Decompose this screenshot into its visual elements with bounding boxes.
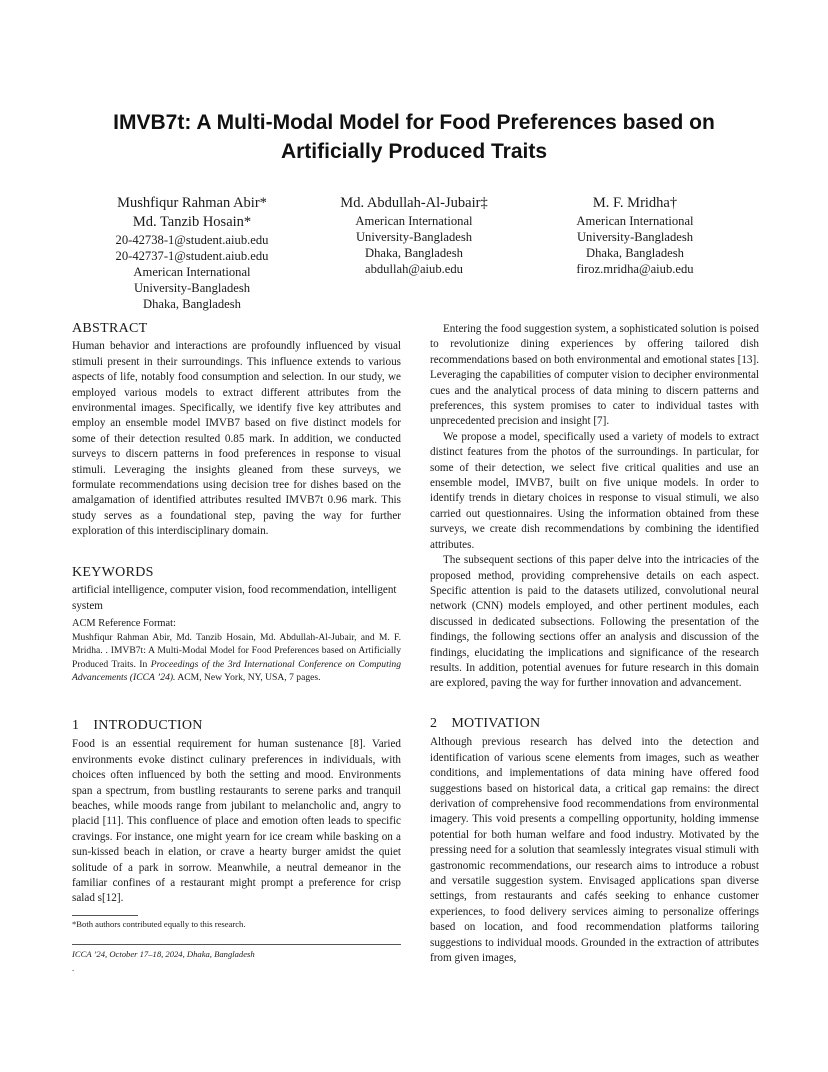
acm-reference-authors: Mushfiqur Rahman Abir, Md. Tanzib Hosain, Md. Abdullah-Al-Jubair, and M. F. Mridha. . IMVB7t: A Multi-Modal Model for Food Preferences based on Artificially Produced Traits. In: [72, 632, 401, 670]
author-name: Mushfiqur Rahman Abir*: [117, 195, 267, 211]
acm-reference: [72, 617, 401, 685]
author-affiliation: University-Bangladesh: [355, 230, 473, 244]
trailing-dot: .: [72, 963, 75, 973]
motivation-heading: [430, 716, 759, 731]
author-affiliation: American International: [133, 265, 251, 279]
acm-reference-text: [72, 631, 401, 685]
author-name: M. F. Mridha†: [592, 195, 678, 211]
author-affiliation: University-Bangladesh: [576, 230, 694, 244]
footnote: *Both authors contributed equally to this research.: [72, 919, 246, 929]
introduction-heading: [72, 718, 401, 733]
motivation-text: Although previous research has delved into the detection and identification of various scene elements from images, such as weather conditions, and implementations of data mining have offered food suggestions based on historical data, a critical gap remains: the direct derivation of comprehensive food recommendations from environmental imagery. This void presents a compelling opportunity, holding immense potential for both human welfare and food industry. Motivated by the pressing need for a solution that seamlessly integrates visual stimuli with gastronomic recommendations, our research aims to introduce a robust and versatile suggestion system. Envisaged applications span diverse settings, from restaurants and cafés seeking to enhance customer experiences, to food delivery services aiming to personalize offerings based on location, and food recommendation platforms tailoring suggestions to individual moods. Grounded in the extraction of attributes from given images,: [430, 736, 759, 965]
abstract-text: Human behavior and interactions are profoundly influenced by visual stimuli present in their surroundings. This influence extends to various aspects of life, notably food consumption and selection. In our study, we employed various models to extract different attributes from the environmental images. Specifically, we identify five key attributes and employ an ensemble model IMVB7 based on five distinct models for some of their detection resulted 0.85 mark. In addition, we conducted surveys to discern patterns in food preferences in response to visual stimuli. Leveraging the insights gleaned from these surveys, we formulate recommendations using decision tree for dishes based on the amalgamation of identified attributes resulted IMVB7t 0.96 mark. This study serves as a foundational step, paving the way for further exploration of this interdisciplinary domain.: [72, 340, 401, 538]
introduction-text: Food is an essential requirement for human sustenance [8]. Varied environments evoke distinct culinary preferences in individuals, with choices often influenced by both the setting and mood. Environments span a spectrum, from bustling restaurants to serene parks and tranquil beaches, while moods range from jubilant to melancholic and, angry to placid [11]. This confluence of place and emotion often leads to specific cravings. For instance, one might yearn for ice cream while basking on a sun-kissed beach in elation, or crave a hearty burger amidst the quiet solitude of a park in sorrow. Meanwhile, a neutral demeanor in the familiar confines of a restaurant might prompt a preference for crisp salad s[12].: [72, 738, 401, 905]
author-email: 20-42738-1@student.aiub.edu: [115, 233, 269, 247]
author-email: 20-42737-1@student.aiub.edu: [115, 249, 269, 263]
section-number: 1: [72, 718, 80, 733]
paragraph: We propose a model, specifically used a variety of models to extract distinct features from the photos of the surroundings. In particular, for some of their detection, we select five critical qualities and use an ensemble model, IMVB7, built on five unique models. In order to identify trends in dietary choices in response to visual stimuli, we also carried out questionnaires. Using the information obtained from these surveys, we create dish recommendations by combining the identified attributes.: [430, 430, 759, 551]
abstract-heading: ABSTRACT: [72, 321, 148, 336]
keywords-section: [72, 565, 401, 614]
keywords-text: artificial intelligence, computer vision, food recommendation, intelligent system: [72, 584, 397, 612]
paper-title: [60, 108, 768, 166]
motivation-section: [430, 716, 759, 967]
author-location: Dhaka, Bangladesh: [143, 297, 241, 311]
author-email: firoz.mridha@aiub.edu: [576, 262, 694, 276]
author-block-1: [92, 194, 292, 312]
acm-reference-publisher: ACM, New York, NY, USA, 7 pages.: [175, 672, 321, 684]
author-block-2: [314, 194, 514, 277]
author-affiliation: University-Bangladesh: [133, 281, 251, 295]
abstract-section: [72, 321, 401, 540]
acm-reference-venue: Proceedings of the 3rd International Conference on Computing Advancements (ICCA ’24).: [72, 658, 401, 684]
section-title: INTRODUCTION: [93, 718, 203, 733]
keywords-heading: KEYWORDS: [72, 565, 154, 580]
right-column-body: [430, 322, 759, 692]
author-location: Dhaka, Bangladesh: [365, 246, 463, 260]
conference-rule: [72, 944, 401, 945]
footnote-rule: [72, 915, 138, 916]
acm-reference-label: ACM Reference Format:: [72, 618, 176, 629]
section-title: MOTIVATION: [451, 716, 541, 731]
author-affiliation: American International: [576, 214, 694, 228]
paper-title-line-1: IMVB7t: A Multi-Modal Model for Food Preferences based on: [113, 111, 715, 134]
paragraph: The subsequent sections of this paper delve into the intricacies of the proposed method, providing comprehensive details on each aspect. Specific attention is paid to the datasets utilized, convolutional neural network (CNN) models employed, and other pertinent modules, each discussed in dedicated subsections. Following the presentation of the findings, the following sections offer an analysis and discussion of the findings, elucidating the implications and significance of the research results. In addition, potential avenues for future research in this domain are explored, paving the way for further innovation and advancement.: [430, 554, 759, 690]
author-block-3: [535, 194, 735, 277]
section-number: 2: [430, 716, 438, 731]
paragraph: Entering the food suggestion system, a sophisticated solution is poised to revolutionize dining experiences by offering tailored dish recommendations based on both environmental and emotional states [13]. Leveraging the capabilities of computer vision to decipher environmental cues and the analytical process of data mining to discern patterns and preferences, this system promises to cater to individual tastes with unprecedented precision and insight [7].: [430, 323, 759, 428]
author-affiliation: American International: [355, 214, 473, 228]
author-name: Md. Abdullah-Al-Jubair‡: [340, 195, 488, 211]
author-email: abdullah@aiub.edu: [365, 262, 463, 276]
conference-line: ICCA ’24, October 17–18, 2024, Dhaka, Bangladesh: [72, 949, 255, 959]
author-location: Dhaka, Bangladesh: [586, 246, 684, 260]
introduction-section: [72, 718, 401, 907]
paper-title-line-2: Artificially Produced Traits: [280, 140, 548, 163]
author-name: Md. Tanzib Hosain*: [132, 214, 252, 230]
